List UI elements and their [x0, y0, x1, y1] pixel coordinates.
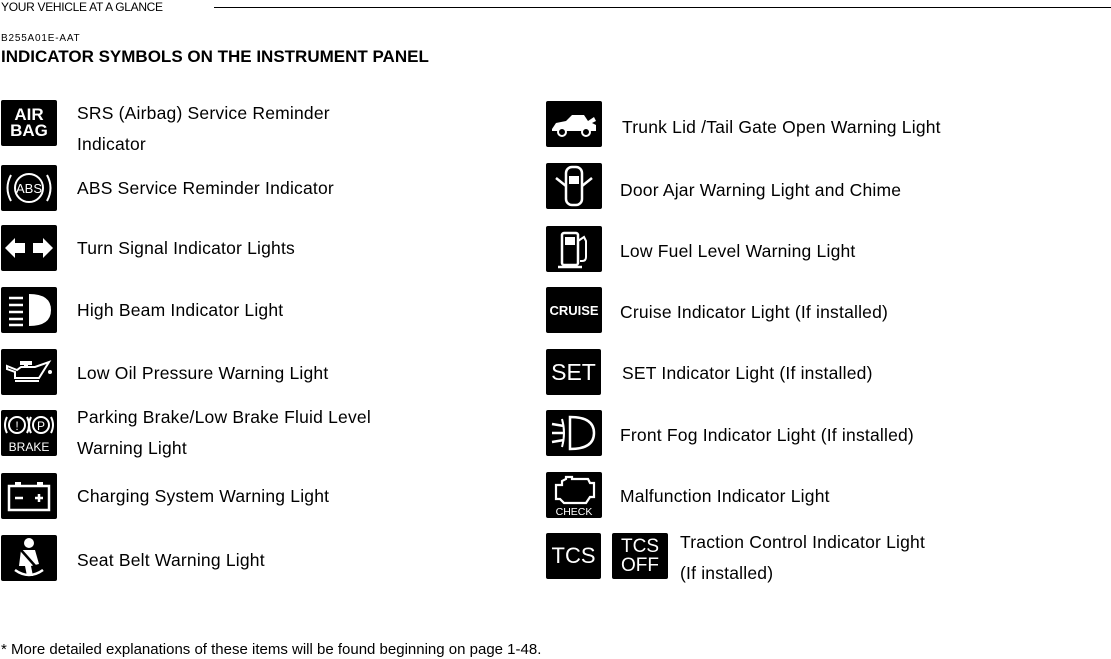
cruise-icon: [546, 287, 602, 333]
oil-can-icon: [1, 349, 57, 395]
door-ajar-label-line1: Door Ajar Warning Light and Chime: [620, 180, 902, 200]
oil-pressure-label-line1: Low Oil Pressure Warning Light: [77, 363, 329, 383]
seat-belt-label-line1: Seat Belt Warning Light: [77, 550, 265, 570]
page-title: INDICATOR SYMBOLS ON THE INSTRUMENT PANEL: [1, 47, 429, 66]
high-beam-icon: [1, 287, 57, 333]
charging-label-line1: Charging System Warning Light: [77, 486, 330, 506]
brake-label-line1: Parking Brake/Low Brake Fluid Level: [77, 407, 371, 427]
abs-indicator-label: [77, 173, 334, 204]
abs-icon: [1, 165, 57, 211]
cruise-label-line1: Cruise Indicator Light (If installed): [620, 302, 889, 322]
traction-label-line1: Traction Control Indicator Light: [680, 532, 926, 552]
airbag-icon: [1, 100, 57, 146]
brake-icon-text: BRAKE: [8, 440, 50, 454]
tcs-icon-text: TCS: [551, 543, 596, 568]
low-fuel-label-line1: Low Fuel Level Warning Light: [620, 241, 856, 261]
tcs-icon: [546, 533, 601, 579]
cruise-icon-text: CRUISE: [549, 302, 599, 318]
high-beam-label-line1: High Beam Indicator Light: [77, 300, 284, 320]
header-rule: [214, 7, 1111, 8]
document-code: B255A01E-AAT: [1, 33, 81, 44]
brake-label: [77, 402, 371, 464]
set-icon: [546, 349, 601, 395]
low-fuel-label: [620, 236, 856, 267]
front-fog-label-line1: Front Fog Indicator Light (If installed): [620, 425, 914, 445]
brake-label-line2: Warning Light: [77, 438, 187, 458]
srs-label-line2: Indicator: [77, 134, 146, 154]
battery-icon: [1, 473, 57, 519]
check-icon-text: CHECK: [555, 506, 593, 517]
fuel-pump-icon: [546, 226, 602, 272]
srs-indicator-label: [77, 98, 330, 160]
set-icon-text: SET: [551, 358, 596, 385]
door-ajar-label: [620, 175, 901, 206]
svg-text:!: !: [15, 419, 19, 433]
footnote: * More detailed explanations of these items will be found beginning on page 1-48.: [1, 641, 542, 658]
turn-signal-label: [77, 233, 295, 264]
seat-belt-label: [77, 545, 265, 576]
section-title: YOUR VEHICLE AT A GLANCE: [1, 0, 163, 14]
traction-control-label: [680, 527, 925, 589]
srs-label-line1: SRS (Airbag) Service Reminder: [77, 103, 330, 123]
abs-icon-text: ABS: [15, 181, 43, 196]
page-header: [0, 0, 1111, 14]
turn-signal-label-line1: Turn Signal Indicator Lights: [77, 238, 295, 258]
turn-signal-arrows-icon: [1, 225, 57, 271]
front-fog-icon: [546, 410, 602, 456]
tcs-off-icon-line1: TCS: [621, 536, 659, 557]
door-ajar-icon: [546, 163, 602, 209]
high-beam-label: [77, 295, 283, 326]
svg-text:P: P: [36, 419, 46, 433]
oil-pressure-label: [77, 358, 328, 389]
brake-icon: [1, 410, 57, 456]
abs-label-line1: ABS Service Reminder Indicator: [77, 178, 334, 198]
seat-belt-icon: [1, 535, 57, 581]
tcs-off-icon-line2: OFF: [621, 555, 659, 576]
airbag-icon-line1: AIR: [14, 105, 44, 124]
traction-label-line2: (If installed): [680, 563, 774, 583]
malfunction-label-line1: Malfunction Indicator Light: [620, 486, 830, 506]
front-fog-label: [620, 420, 914, 451]
malfunction-label: [620, 481, 830, 512]
set-label-line1: SET Indicator Light (If installed): [622, 363, 873, 383]
trunk-open-icon: [546, 101, 602, 147]
tcs-off-icon: [612, 533, 668, 579]
check-engine-icon: [546, 472, 602, 518]
charging-label: [77, 481, 329, 512]
set-label: [622, 358, 873, 389]
trunk-open-label: [622, 112, 941, 143]
cruise-label: [620, 297, 888, 328]
trunk-label-line1: Trunk Lid /Tail Gate Open Warning Light: [622, 117, 941, 137]
airbag-icon-line2: BAG: [10, 121, 48, 140]
